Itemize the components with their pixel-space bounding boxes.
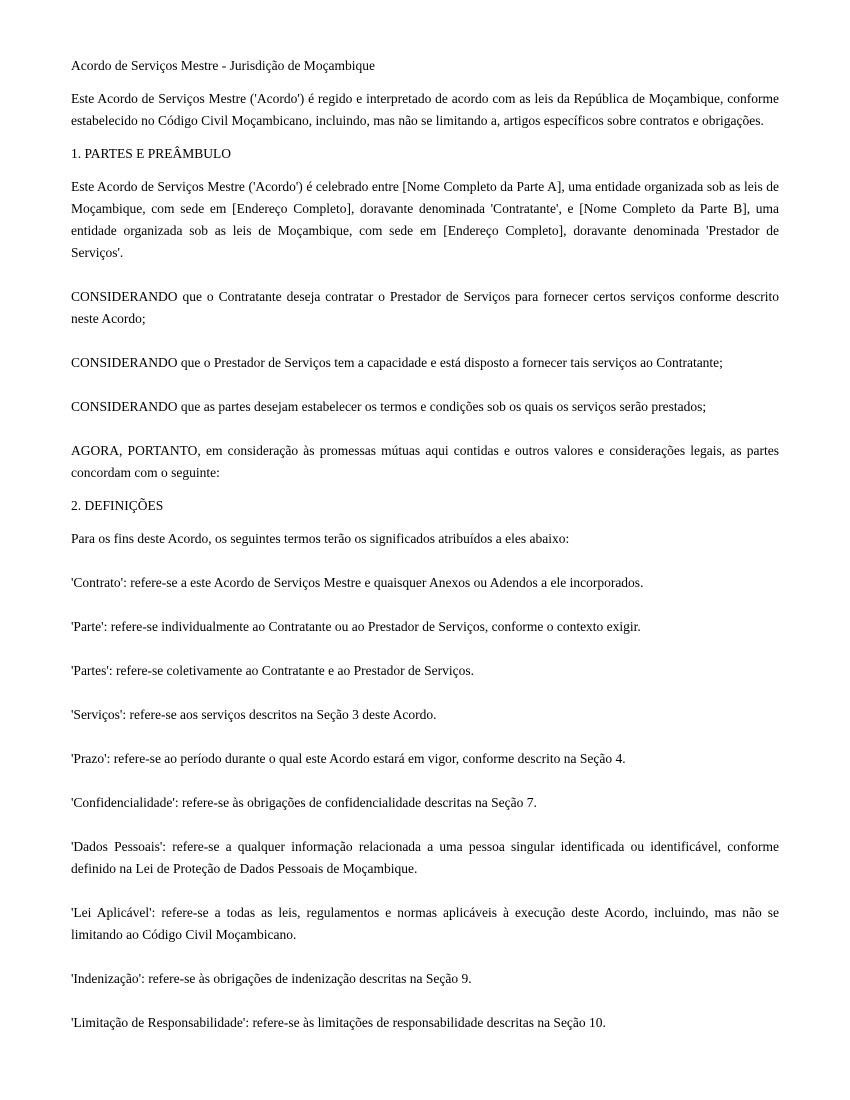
definition-contrato: 'Contrato': refere-se a este Acordo de Serviços Mestre e quaisquer Anexos ou Adendos a ele incorporados. (71, 575, 644, 590)
definition-dados-pessoais: 'Dados Pessoais': refere-se a qualquer informação relacionada a uma pessoa singular identificada ou identificável, conforme definido na Lei de Proteção de Dados Pessoais de Moçambique. (71, 839, 779, 876)
document-title: Acordo de Serviços Mestre - Jurisdição de Moçambique (71, 58, 376, 73)
section-heading-1-partes-e-preambulo: 1. PARTES E PREÂMBULO (71, 146, 231, 161)
definition-confidencialidade: 'Confidencialidade': refere-se às obrigações de confidencialidade descritas na Seção 7. (71, 795, 537, 810)
paragraph-considerando-1: CONSIDERANDO que o Contratante deseja contratar o Prestador de Serviços para fornecer certos serviços conforme descrito neste Acordo; (71, 289, 779, 326)
definition-lei-aplicavel: 'Lei Aplicável': refere-se a todas as leis, regulamentos e normas aplicáveis à execução deste Acordo, incluindo, mas não se limitando ao Código Civil Moçambicano. (71, 905, 779, 942)
section-heading-2-definicoes: 2. DEFINIÇÕES (71, 498, 164, 513)
paragraph-governing-law: Este Acordo de Serviços Mestre ('Acordo') é regido e interpretado de acordo com as leis da República de Moçambique, conforme estabelecido no Código Civil Moçambicano, incluindo, mas não se limitando a, artigos específicos sobre contratos e obrigações. (71, 91, 779, 128)
paragraph-considerando-2: CONSIDERANDO que o Prestador de Serviços tem a capacidade e está disposto a fornecer tais serviços ao Contratante; (71, 355, 723, 370)
definition-indenizacao: 'Indenização': refere-se às obrigações de indenização descritas na Seção 9. (71, 971, 472, 986)
paragraph-agora-portanto: AGORA, PORTANTO, em consideração às promessas mútuas aqui contidas e outros valores e considerações legais, as partes concordam com o seguinte: (71, 443, 779, 480)
definition-prazo: 'Prazo': refere-se ao período durante o qual este Acordo estará em vigor, conforme descrito na Seção 4. (71, 751, 626, 766)
definition-partes: 'Partes': refere-se coletivamente ao Contratante e ao Prestador de Serviços. (71, 663, 474, 678)
definition-limitacao-responsabilidade: 'Limitação de Responsabilidade': refere-se às limitações de responsabilidade descritas na Seção 10. (71, 1015, 606, 1030)
paragraph-parties: Este Acordo de Serviços Mestre ('Acordo') é celebrado entre [Nome Completo da Parte A], uma entidade organizada sob as leis de Moçambique, com sede em [Endereço Completo], doravante denominada 'Contratante', e [Nome Completo da Parte B], uma entidade organizada sob as leis de Moçambique, com sede em [Endereço Completo], doravante denominada 'Prestador de Serviços'. (71, 179, 779, 260)
paragraph-considerando-3: CONSIDERANDO que as partes desejam estabelecer os termos e condições sob os quais os serviços serão prestados; (71, 399, 707, 414)
definition-parte: 'Parte': refere-se individualmente ao Contratante ou ao Prestador de Serviços, conforme o contexto exigir. (71, 619, 641, 634)
paragraph-definitions-intro: Para os fins deste Acordo, os seguintes termos terão os significados atribuídos a eles abaixo: (71, 531, 570, 546)
definition-servicos: 'Serviços': refere-se aos serviços descritos na Seção 3 deste Acordo. (71, 707, 437, 722)
